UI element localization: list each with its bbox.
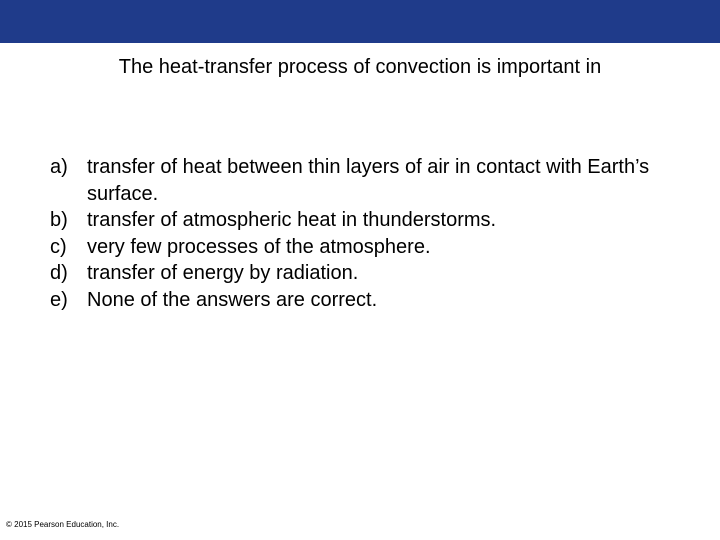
answer-text: very few processes of the atmosphere. <box>87 235 431 258</box>
answer-letter: b) <box>50 209 68 231</box>
copyright-notice: © 2015 Pearson Education, Inc. <box>6 520 120 529</box>
answer-letter: e) <box>50 288 68 311</box>
answer-option-e <box>50 287 690 314</box>
answer-option-a <box>50 154 690 207</box>
answer-letter: a) <box>50 156 68 178</box>
answer-text: transfer of energy by radiation. <box>87 262 359 284</box>
answer-text: transfer of atmospheric heat in thunderstorms. <box>87 209 497 231</box>
answer-option-c <box>50 234 690 261</box>
answer-letter: d) <box>50 262 68 284</box>
answer-letter: c) <box>50 235 67 258</box>
answer-text: transfer of heat between thin layers of air in contact with Earth’s surface. <box>87 156 650 205</box>
answer-option-d <box>50 260 690 287</box>
answer-option-b <box>50 207 690 234</box>
answer-list <box>50 154 690 313</box>
answer-text: None of the answers are correct. <box>87 288 378 311</box>
question-text: The heat-transfer process of convection is important in <box>118 56 602 78</box>
header-band <box>0 0 720 43</box>
